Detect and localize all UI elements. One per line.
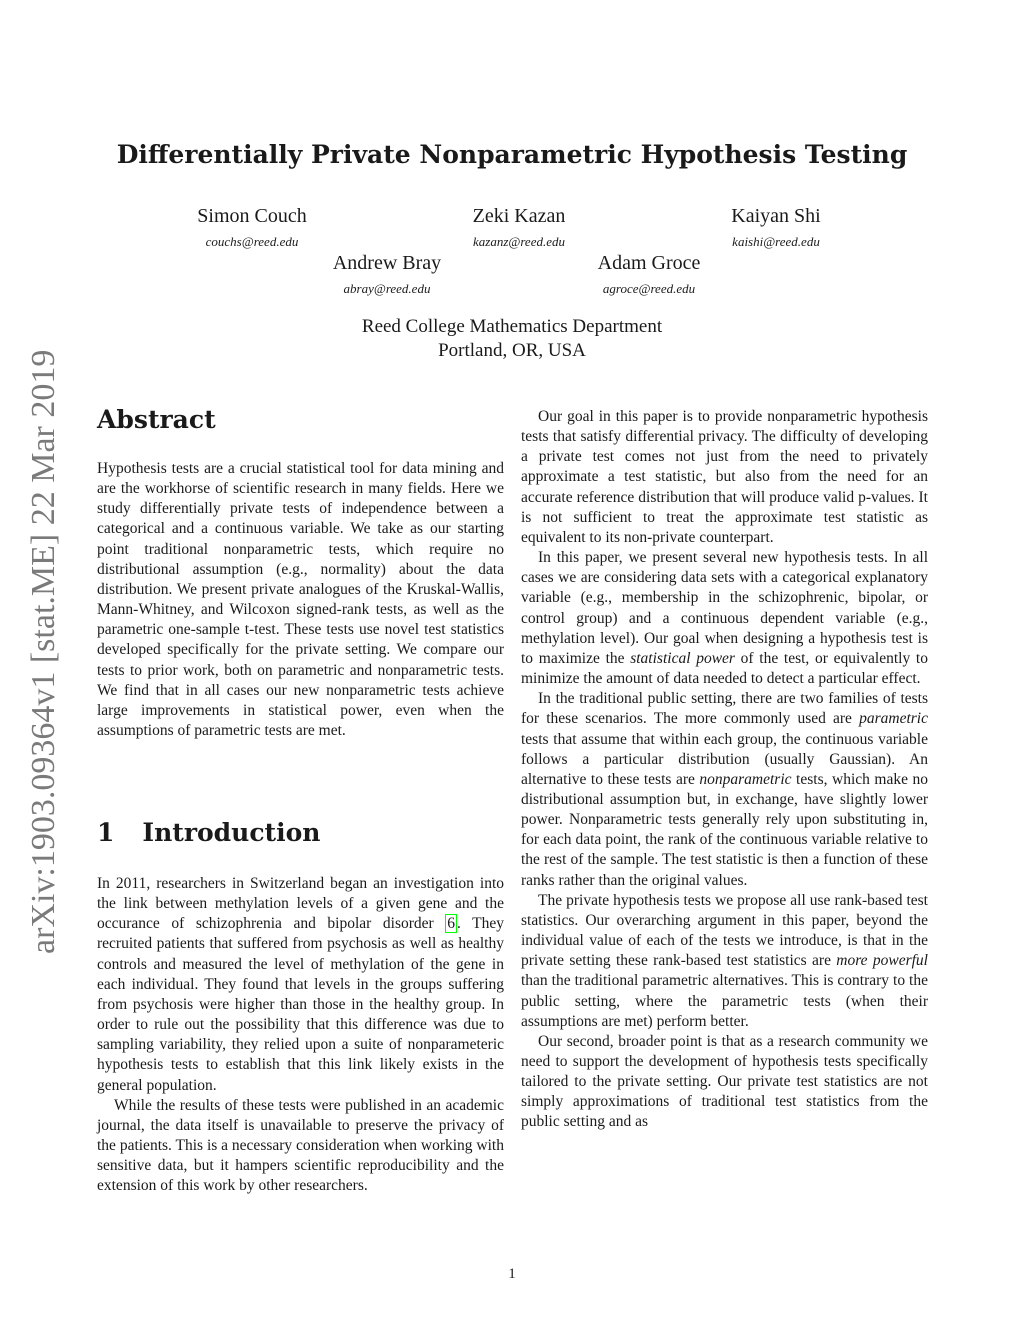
section-number: 1 [97,818,115,847]
paragraph [521,689,928,891]
author-email[interactable]: kazanz@reed.edu [473,234,565,249]
emphasis: more powerful [836,952,928,970]
emphasis: nonparametric [699,770,792,788]
text-run: than the traditional parametric alternatives. This is contrary to the public setting, where the parametric tests (when their assumptions are met) perform better. [521,972,928,1030]
author-name: Kaiyan Shi [731,205,821,227]
citation-link[interactable]: 6 [447,915,455,933]
emphasis: statistical power [630,649,735,667]
right-column-body [521,407,928,1133]
author-email[interactable]: agroce@reed.edu [602,281,696,296]
text-run: In 2011, researchers in Switzerland began an investigation into the link between methylation levels of a given gene and the occurance of schizophrenia and bipolar disorder [97,875,504,933]
section-heading [97,818,320,847]
page-number: 1 [508,1266,516,1282]
text-run: The private hypothesis tests we propose all use rank-based test statistics. Our overarching argument in this paper, beyond the individual value of each of the tests we introduce, is that in the private setting these rank-based test statistics are [521,891,928,970]
paragraph [521,891,928,1032]
paragraph: While the results of these tests were published in an academic journal, the data itself is unavailable to preserve the privacy of the patients. This is a necessary consideration when working with sensitive data, but it hampers scientific reproducibility and the extension of this work by other researchers. [97,1096,504,1195]
text-run: tests that assume that within each group, the continuous variable follows a particular distribution (usually Gaussian). An alternative to these tests are [521,730,928,788]
abstract-paragraph: Hypothesis tests are a crucial statistical tool for data mining and are the workhorse of scientific research in many fields. Here we study differentially private tests of independence between a categorical and a continuous variable. We take as our starting point traditional nonparametric tests, which require no distributional assumption (e.g., normality) about the data distribution. We present private analogues of the Kruskal-Wallis, Mann-Whitney, and Wilcoxon signed-rank tests, as well as the parametric one-sample t-test. These tests use novel test statistics developed specifically for the private setting. We compare our tests to prior work, both on parametric and nonparametric tests. We find that in all cases our new nonparametric tests achieve large improvements in statistical power, even when the assumptions of parametric tests are met. [97,460,504,740]
text-run: of the test, or equivalently to minimize the amount of data needed to detect a particular effect. [521,649,928,688]
author-email[interactable]: couchs@reed.edu [205,234,299,249]
affiliation-department: Reed College Mathematics Department [361,316,663,337]
author-email[interactable]: kaishi@reed.edu [732,234,820,249]
affiliation-location: Portland, OR, USA [438,340,586,361]
arxiv-identifier: arXiv:1903.09364v1 [stat.ME] 22 Mar 2019 [25,349,62,955]
text-run: . They recruited patients that suffered from psychosis as well as healthy controls and measured the level of methylation of the gene in each individual. They found that levels in the groups suffering from psychosis were higher than those in the healthy group. In order to rule out the possibility that this difference was due to sampling variability, they relied upon a suite of nonparameteric hypothesis tests to establish that this link likely exists in the general population. [97,915,504,1094]
paper-title: Differentially Private Nonparametric Hypothesis Testing [116,140,908,169]
emphasis: parametric [859,710,928,728]
text-run: tests, which make no distributional assumption but, in exchange, have slightly lower power. Nonparametric tests generally rely upon substituting in, for each data point, the rank of the continuous variable relative to the rest of the sample. The test statistic is then a function of these ranks rather than the original values. [521,770,928,889]
paragraph [97,874,504,1096]
author-email[interactable]: abray@reed.edu [343,281,431,296]
abstract-body [97,459,504,741]
paragraph: Our second, broader point is that as a research community we need to support the development of hypothesis tests specifically tailored to the private setting. Our private test statistics are not simply approximations of traditional test statistics from the public setting and as [521,1032,928,1131]
author-name: Andrew Bray [332,252,442,274]
section-title: Introduction [142,818,321,847]
intro-body [97,874,504,1197]
author-name: Adam Groce [597,252,701,274]
author-name: Simon Couch [197,205,307,227]
paragraph [521,548,928,689]
text-run: In the traditional public setting, there are two families of tests for these scenarios. The more commonly used are [521,690,928,728]
paragraph: Our goal in this paper is to provide nonparametric hypothesis tests that satisfy differential privacy. The difficulty of developing a private test comes not just from the need to privately approximate a test statistic, but also from the need for an accurate reference distribution that will produce valid p-values. It is not sufficient to treat the approximate test statistic as equivalent to its non-private counterpart. [521,408,928,546]
abstract-heading: Abstract [97,405,216,434]
text-run: In this paper, we present several new hypothesis tests. In all cases we are considering data sets with a categorical explanatory variable (e.g., membership in the schizophrenic, bipolar, or control group) and a continuous dependent variable (e.g., methylation level). Our goal when designing a hypothesis test is to maximize the [521,549,928,667]
author-name: Zeki Kazan [472,205,566,227]
